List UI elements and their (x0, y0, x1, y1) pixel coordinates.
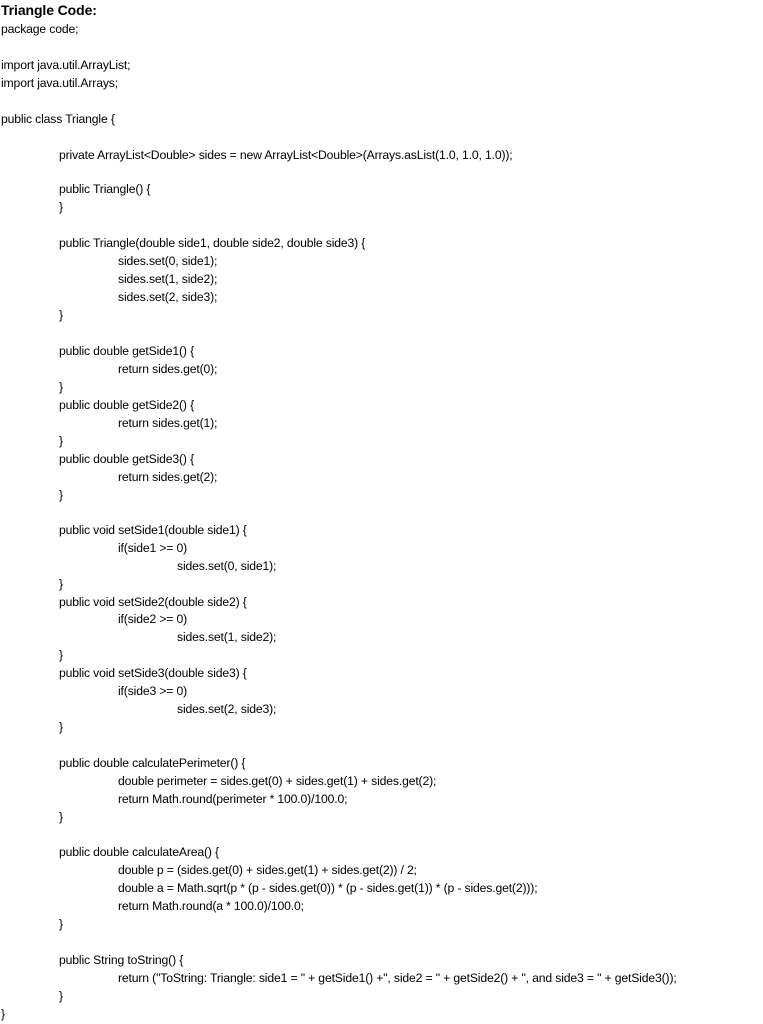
code-line: public double calculateArea() { (59, 845, 219, 859)
code-line: public class Triangle { (1, 112, 115, 126)
document-title: Triangle Code: (1, 2, 97, 18)
code-line: } (59, 810, 63, 824)
code-line: package code; (1, 22, 79, 36)
code-line: if(side3 >= 0) (118, 684, 188, 698)
code-line: } (59, 917, 63, 931)
code-line: sides.set(1, side2); (177, 630, 277, 644)
code-line: return Math.round(a * 100.0)/100.0; (118, 899, 304, 913)
code-line: } (59, 648, 63, 662)
code-line: public String toString() { (59, 953, 184, 967)
code-line: public double calculatePerimeter() { (59, 756, 246, 770)
code-line: return sides.get(2); (118, 470, 218, 484)
code-line: public void setSide3(double side3) { (59, 666, 247, 680)
code-line: } (59, 308, 63, 322)
code-line: public Triangle(double side1, double side2, double side3) { (59, 236, 366, 250)
code-line: public Triangle() { (59, 182, 151, 196)
code-line: sides.set(2, side3); (118, 290, 218, 304)
code-line: } (59, 488, 63, 502)
code-line: sides.set(0, side1); (177, 559, 277, 573)
code-line: import java.util.ArrayList; (1, 58, 131, 72)
code-line: sides.set(2, side3); (177, 702, 277, 716)
code-line: } (59, 434, 63, 448)
code-line: } (1, 1007, 5, 1021)
code-line: double p = (sides.get(0) + sides.get(1) + sides.get(2)) / 2; (118, 863, 417, 877)
code-line: sides.set(0, side1); (118, 254, 218, 268)
code-line: public double getSide1() { (59, 344, 195, 358)
code-line: private ArrayList<Double> sides = new ArrayList<Double>(Arrays.asList(1.0, 1.0, 1.0)); (59, 148, 513, 162)
code-line: } (59, 989, 63, 1003)
code-line: public double getSide2() { (59, 398, 195, 412)
code-line: return sides.get(0); (118, 362, 218, 376)
code-line: public void setSide1(double side1) { (59, 523, 247, 537)
code-line: } (59, 720, 63, 734)
code-line: double a = Math.sqrt(p * (p - sides.get(0)) * (p - sides.get(1)) * (p - sides.get(2))); (118, 881, 538, 895)
code-line: import java.util.Arrays; (1, 76, 118, 90)
code-line: public double getSide3() { (59, 452, 195, 466)
code-line: if(side1 >= 0) (118, 541, 188, 555)
code-line: double perimeter = sides.get(0) + sides.get(1) + sides.get(2); (118, 774, 437, 788)
code-line: } (59, 200, 63, 214)
code-line: } (59, 577, 63, 591)
code-line: public void setSide2(double side2) { (59, 595, 247, 609)
code-line: } (59, 380, 63, 394)
code-line: return sides.get(1); (118, 416, 218, 430)
code-line: return ("ToString: Triangle: side1 = " + getSide1() +", side2 = " + getSide2() + ", and side3 = " + getSide3()); (118, 971, 677, 985)
code-line: sides.set(1, side2); (118, 272, 218, 286)
code-line: if(side2 >= 0) (118, 612, 188, 626)
code-line: return Math.round(perimeter * 100.0)/100.0; (118, 792, 348, 806)
